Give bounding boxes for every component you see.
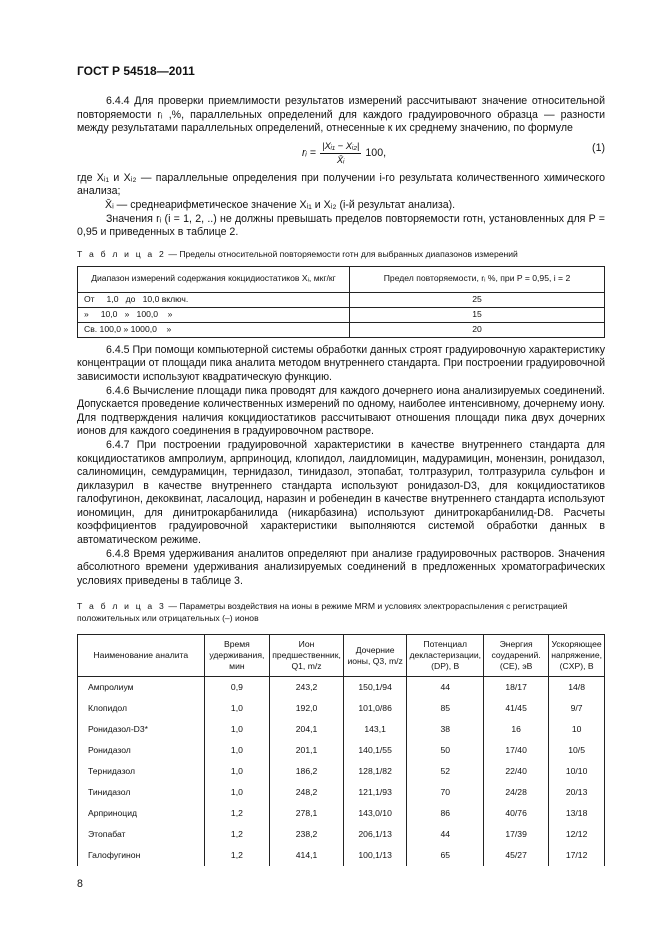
table-cell: 14/8 [549,677,605,698]
formula-number: (1) [592,141,605,154]
table-row: От 1,0 до 10,0 включ. 25 [78,292,605,307]
table-cell: 1,0 [204,782,270,803]
table-cell: Арприноцид [78,803,205,824]
formula-lhs: rᵢ = [302,147,316,160]
table-cell: 9/7 [549,698,605,719]
table-3 [77,634,605,866]
table-row [78,803,605,824]
formula-tail: 100, [365,147,387,160]
table-cell: 50 [407,740,484,761]
table-cell: 206,1/13 [343,824,407,845]
table3-header: Ускоряющее напряжение, (CXP), В [549,635,605,677]
where-clause-2: X̄ᵢ — среднеарифметическое значение Xᵢ₁ и Xᵢ₂ (i-й результат анализа). [105,198,456,211]
table-row [78,845,605,866]
table-cell: 192,0 [270,698,344,719]
table-cell: 1,2 [204,845,270,866]
table-cell: 1,2 [204,824,270,845]
table-row [78,698,605,719]
table-cell: 17/12 [549,845,605,866]
paragraph-6-4-5: 6.4.5 При помощи компьютерной системы обработки данных строят градуировочную характеристику концентрации от площади пика аналита методом внутреннего стандарта. При построении градуировочной зависимости используют квадратическую функцию. [77,343,605,383]
paragraph-note: Значения rᵢ (i = 1, 2, ..) не должны превышать пределов повторяемости rотн, установленных для P = 0,95 и приведенных в таблице 2. [77,212,605,239]
table-cell: Галофугинон [78,845,205,866]
table-cell: 22/40 [484,761,549,782]
table-cell: 10 [549,719,605,740]
table-cell: 1,0 [204,719,270,740]
table-cell: 86 [407,803,484,824]
table2-caption: Т а б л и ц а 2 — Пределы относительной повторяемости rотн для выбранных диапазонов измерений [77,248,518,259]
table-cell: 1,0 [204,740,270,761]
table-cell: 20/13 [549,782,605,803]
table-cell: 1,0 [204,761,270,782]
table-cell: Ронидазол [78,740,205,761]
table3-header: Время удерживания, мин [204,635,270,677]
table-cell: 143,1 [343,719,407,740]
table-cell: 100,1/13 [343,845,407,866]
table-cell: 16 [484,719,549,740]
table-cell: 101,0/86 [343,698,407,719]
table-cell: 44 [407,677,484,698]
table-cell: 13/18 [549,803,605,824]
table-cell: 243,2 [270,677,344,698]
table-cell: 40/76 [484,803,549,824]
paragraph-6-4-4: 6.4.4 Для проверки приемлимости результатов измерений рассчитывают значение относительной повторяемости rᵢ ,%, параллельных определений для каждого градуировочного образца — разности между результатами параллельных определений, отнесенные к их среднему значению, по формуле [77,95,605,135]
table-row [78,782,605,803]
table-cell: 1,0 [204,698,270,719]
formula-denominator: X̄ᵢ [336,155,345,167]
table-cell: Ронидазол-D3* [78,719,205,740]
table3-header: Дочерние ионы, Q3, m/z [343,635,407,677]
table-cell: Тернидазол [78,761,205,782]
paragraph-6-4-6: 6.4.6 Вычисление площади пика проводят для каждого дочернего иона анализируемых соединений. Допускается проведение количественных измерений по одному, наиболее интенсивному, дочернему иону. Для подтверждения наличия кокцидиостатиков рассчитывают отношения площади пика двух дочерних ионов для каждого соединения в градуировочном растворе. [77,384,605,438]
table-cell: 18/17 [484,677,549,698]
table-cell: 12/12 [549,824,605,845]
paragraph-6-4-8: 6.4.8 Время удерживания аналитов определяют при анализе градуировочных растворов. Значения абсолютного времени удерживания анализируемых соединений в предложенных хроматографических условиях приведены в таблице 3. [77,547,605,587]
table-row [78,740,605,761]
paragraph-6-4-7: 6.4.7 При построении градуировочной характеристики в качестве внутреннего стандарта для кокцидиостатиков ампролиум, арприноцид, клопидол, лаидломицин, мадурамицин, монензин, ронидазол, салиномицин, семдурамицин, тернидазол, тинидазол, этопабат, толтразурил, толтразурила сульфон и диклазурил в качестве внутреннего стандарта используют ронидазол-D3, для кокцидиостатиков галофугинон, декоквинат, ласалоцид, наразин и робенедин в качестве внутреннего стандарта используют иономицин, для динитрокарбанилида (никарбазина) используют динитрокарбанилид-D8. Расчеты коэффициентов градуировочной характеристики выполняются системой обработки данных в автоматическом режиме. [77,438,605,547]
table-cell: 52 [407,761,484,782]
table-row [78,677,605,698]
table-cell: Этопабат [78,824,205,845]
table-row: Св. 100,0 » 1000,0 » 20 [78,322,605,337]
table-cell: 41/45 [484,698,549,719]
document-header: ГОСТ Р 54518—2011 [77,64,195,78]
table-cell: 10/5 [549,740,605,761]
table-cell: 201,1 [270,740,344,761]
table-cell: 143,0/10 [343,803,407,824]
table-2 [77,266,605,338]
table2-header: Диапазон измерений содержания кокцидиостатиков Xᵢ, мкг/кг [78,266,350,292]
table-cell: 1,2 [204,803,270,824]
table-row [78,719,605,740]
table-cell: 0,9 [204,677,270,698]
table-cell: 414,1 [270,845,344,866]
table-cell: 17/40 [484,740,549,761]
where-clause-1: где Xᵢ₁ и Xᵢ₂ — параллельные определения при получении i-го результата количественного химического анализа; [77,171,605,198]
formula-numerator: |Xᵢ₁ − Xᵢ₂| [320,140,361,155]
table3-header: Наименование аналита [78,635,205,677]
table-row: » 10,0 » 100,0 » 15 [78,307,605,322]
table-cell: 44 [407,824,484,845]
table-cell: 128,1/82 [343,761,407,782]
table3-caption: Т а б л и ц а 3 — Параметры воздействия на ионы в режиме MRM и условиях электрораспыления с регистрацией положительных или отрицательных (–) ионов [77,601,568,624]
table-cell: 204,1 [270,719,344,740]
table3-header: Потенциал декластеризации, (DP), В [407,635,484,677]
table-cell: Клопидол [78,698,205,719]
table2-header: Предел повторяемости, rᵢ %, при P = 0,95, i = 2 [350,266,605,292]
table-cell: 38 [407,719,484,740]
table-cell: 24/28 [484,782,549,803]
table-cell: 186,2 [270,761,344,782]
page-number: 8 [77,878,83,890]
table-cell: 45/27 [484,845,549,866]
table-cell: 85 [407,698,484,719]
table-row [78,824,605,845]
formula-1 [77,136,605,172]
table-cell: 140,1/55 [343,740,407,761]
table-cell: 65 [407,845,484,866]
table-cell: 70 [407,782,484,803]
table-cell: Ампролиум [78,677,205,698]
table-cell: 248,2 [270,782,344,803]
table-cell: 10/10 [549,761,605,782]
table3-header: Энергия соударений. (CE), эВ [484,635,549,677]
table-cell: 121,1/93 [343,782,407,803]
table-row [78,761,605,782]
table3-header: Ион предшественник, Q1, m/z [270,635,344,677]
table-cell: Тинидазол [78,782,205,803]
section-6-4-4 [77,95,605,866]
table-cell: 150,1/94 [343,677,407,698]
table-cell: 17/39 [484,824,549,845]
table-cell: 278,1 [270,803,344,824]
table-cell: 238,2 [270,824,344,845]
